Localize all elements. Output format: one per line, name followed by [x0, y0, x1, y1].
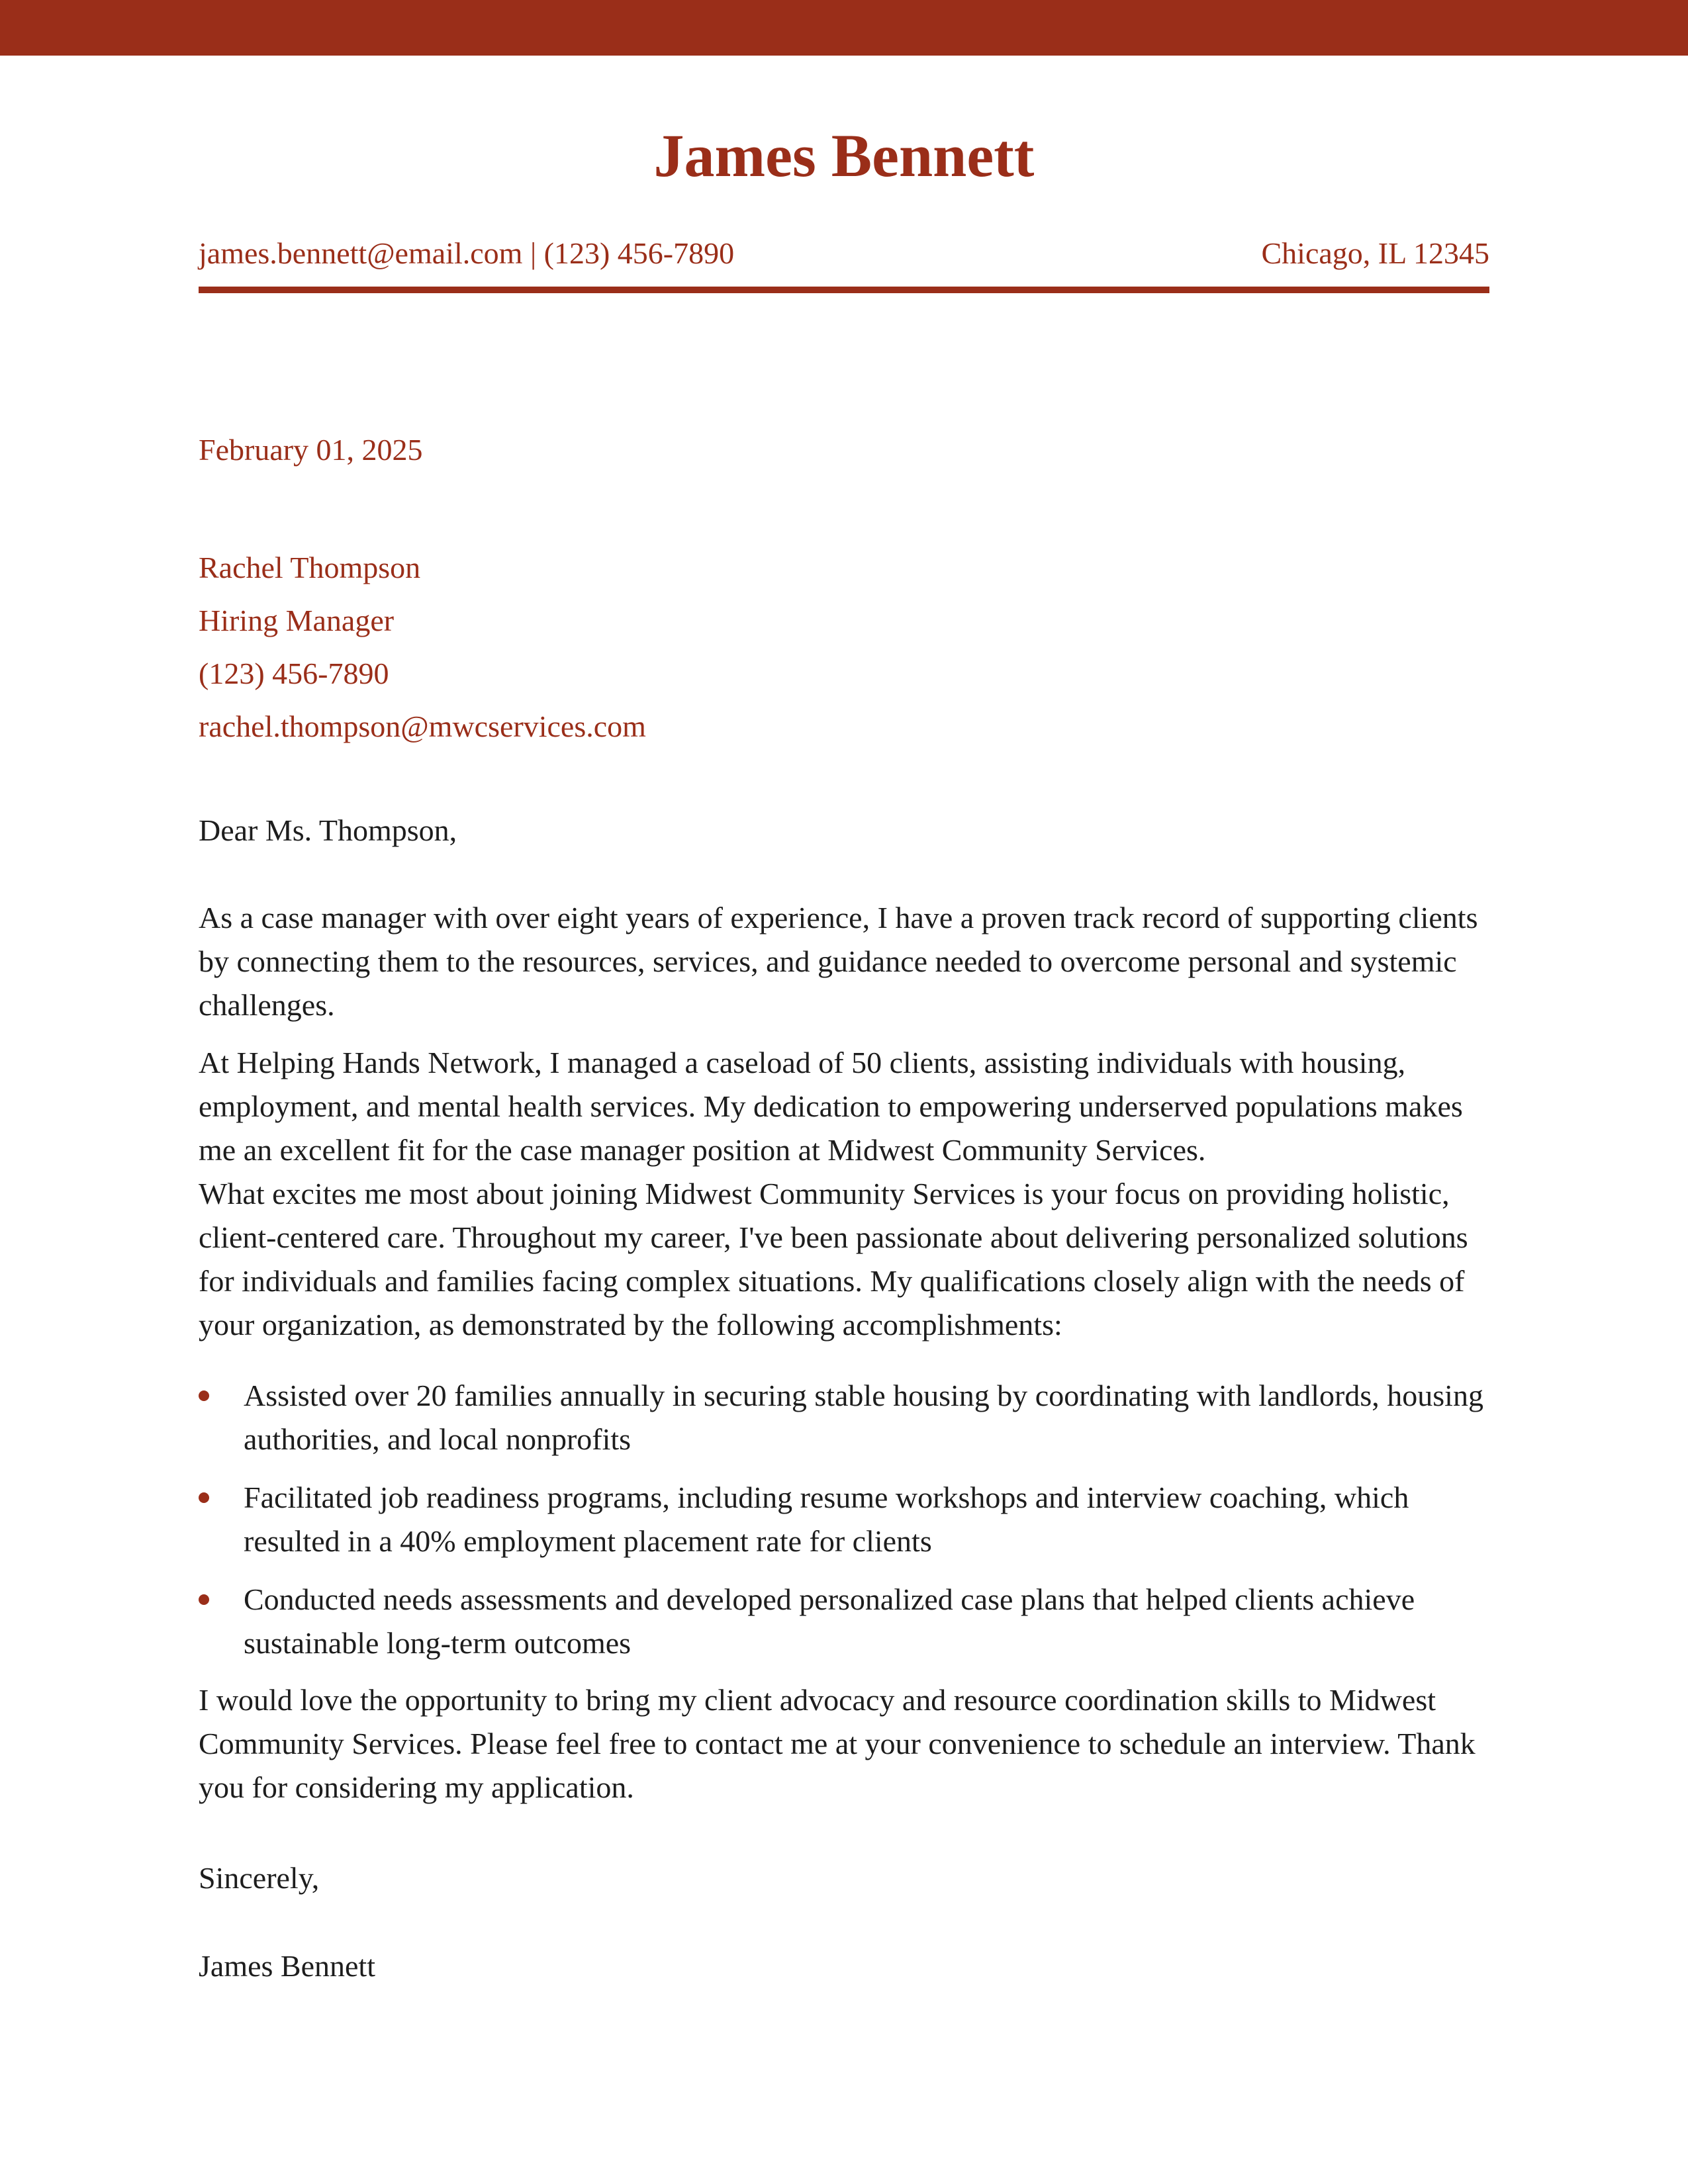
body-paragraph-3: What excites me most about joining Midwest Community Services is your focus on providing holistic, client-centered care. Throughout my career, I've been passionate about delivering personalized solutions for individuals and families facing complex situations. My qualifications closely align with the needs of your organization, as demonstrated by the following accomplishments: [199, 1177, 1468, 1342]
accomplishment-text: Facilitated job readiness programs, including resume workshops and interview coaching, which resulted in a 40% employment placement rate for clients [244, 1480, 1409, 1558]
applicant-phone[interactable]: (123) 456-7890 [543, 236, 735, 270]
body-paragraph-1: As a case manager with over eight years of experience, I have a proven track record of supporting clients by connecting them to the resources, services, and guidance needed to overcome personal and systemic challenges. [199, 901, 1478, 1022]
body-paragraph-2: At Helping Hands Network, I managed a caseload of 50 clients, assisting individuals with housing, employment, and mental health services. My dedication to empowering underserved populations makes me an excellent fit for the case manager position at Midwest Community Services. [199, 1046, 1463, 1167]
recipient-name: Rachel Thompson [199, 551, 421, 584]
closing-paragraph: I would love the opportunity to bring my client advocacy and resource coordination skills to Midwest Community Services. Please feel free to contact me at your convenience to schedule an interview. Thank you for considering my application. [199, 1683, 1476, 1804]
bullet-icon [199, 1492, 209, 1503]
contact-separator: | [522, 236, 544, 270]
applicant-email[interactable]: james.bennett@email.com [199, 236, 523, 270]
letter-date: February 01, 2025 [199, 433, 423, 467]
signature-name: James Bennett [199, 1949, 375, 1983]
top-accent-bar [0, 0, 1688, 56]
contact-info [199, 235, 734, 271]
applicant-name: James Bennett [653, 122, 1035, 189]
applicant-location: Chicago, IL 12345 [1261, 236, 1489, 270]
contact-row [199, 235, 1489, 271]
header-divider [199, 287, 1489, 293]
accomplishment-text: Conducted needs assessments and developed personalized case plans that helped clients achieve sustainable long-term outcomes [244, 1582, 1415, 1660]
accomplishment-text: Assisted over 20 families annually in securing stable housing by coordinating with landlords, housing authorities, and local nonprofits [244, 1379, 1483, 1456]
bullet-icon [199, 1594, 209, 1605]
recipient-phone[interactable]: (123) 456-7890 [199, 657, 389, 690]
recipient-block [199, 541, 646, 753]
list-item [199, 1374, 1489, 1461]
closing-salutation: Sincerely, [199, 1861, 320, 1895]
bullet-icon [199, 1390, 209, 1401]
accomplishments-list [199, 1374, 1489, 1680]
list-item [199, 1578, 1489, 1665]
recipient-title: Hiring Manager [199, 604, 395, 637]
list-item [199, 1476, 1489, 1563]
recipient-email[interactable]: rachel.thompson@mwcservices.com [199, 709, 646, 743]
salutation: Dear Ms. Thompson, [199, 813, 457, 847]
